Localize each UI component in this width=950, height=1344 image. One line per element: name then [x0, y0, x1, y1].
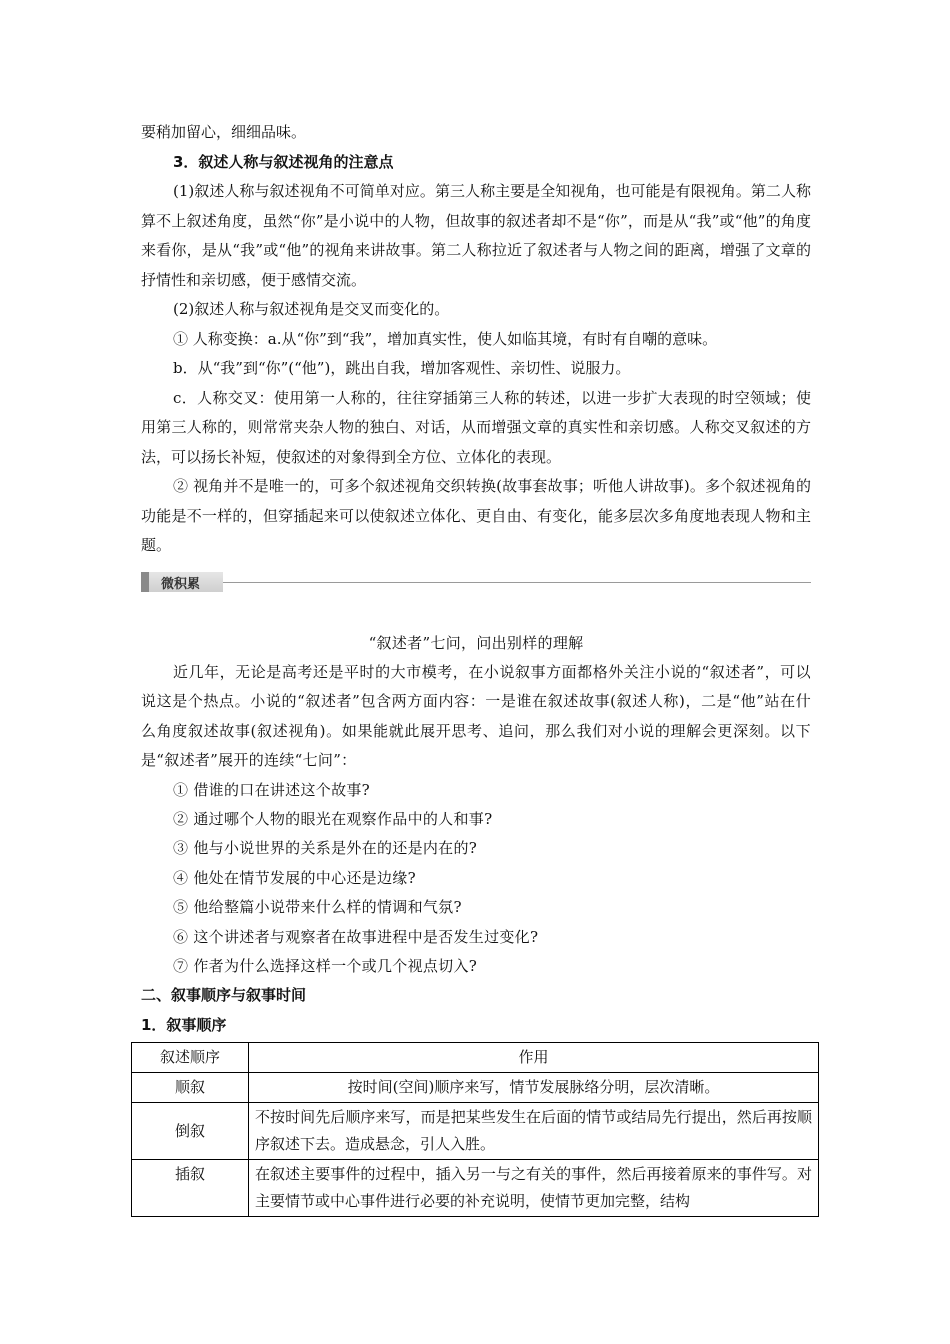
table-cell-effect: 在叙述主要事件的过程中，插入另一与之有关的事件，然后再接着原来的事件写。对主要情节或中心事件进行必要的补充说明，使情节更加完整，结构 [249, 1160, 819, 1217]
table-cell-type: 顺叙 [132, 1073, 249, 1103]
paragraph-1: (1)叙述人称与叙述视角不可简单对应。第三人称主要是全知视角，也可能是有限视角。第二人称算不上叙述角度，虽然“你”是小说中的人物，但故事的叙述者却不是“你”，而是从“我”或“他”的角度来看你，是从“我”或“他”的视角来讲故事。第二人称拉近了叙述者与人物之间的距离，增强了文章的抒情性和亲切感，便于感情交流。 [141, 182, 811, 289]
question-item: ④ 他处在情节发展的中心还是边缘? [173, 868, 416, 887]
table-row [132, 1160, 819, 1217]
table-header-row [132, 1043, 819, 1073]
section3-heading: 3．叙述人称与叙述视角的注意点 [173, 152, 394, 171]
table-row [132, 1103, 819, 1160]
article-title: “叙述者”七问，问出别样的理解 [368, 633, 584, 652]
weijilei-banner [141, 571, 811, 593]
table-cell-type: 插叙 [132, 1160, 249, 1217]
question-item: ⑥ 这个讲述者与观察者在故事进程中是否发生过变化? [173, 927, 539, 946]
paragraph-4: b．从“我”到“你”(“他”)，跳出自我，增加客观性、亲切性、说服力。 [173, 359, 631, 377]
section-two-heading: 二、叙事顺序与叙事时间 [141, 986, 307, 1005]
article-section [141, 629, 811, 982]
paragraph-6: ② 视角并不是唯一的，可多个叙述视角交织转换(故事套故事；听他人讲故事)。多个叙述视角的功能是不一样的，但穿插起来可以使叙述立体化、更自由、有变化，能多层次多角度地表现人物和主题。 [141, 477, 811, 554]
table-cell-effect: 不按时间先后顺序来写，而是把某些发生在后面的情节或结局先行提出，然后再按顺序叙述下去。造成悬念，引人入胜。 [249, 1103, 819, 1160]
question-item: ⑤ 他给整篇小说带来什么样的情调和气氛? [173, 898, 462, 917]
page-content [141, 118, 811, 1217]
question-item: ⑦ 作者为什么选择这样一个或几个视点切入? [173, 956, 478, 975]
question-item: ③ 他与小说世界的关系是外在的还是内在的? [173, 839, 478, 858]
table-cell-type: 倒叙 [132, 1103, 249, 1160]
paragraph-3: ① 人称变换：a.从“你”到“我”，增加真实性，使人如临其境，有时有自嘲的意味。 [173, 329, 718, 348]
table-header-cell: 作用 [249, 1043, 819, 1073]
table-cell-effect: 按时间(空间)顺序来写，情节发展脉络分明，层次清晰。 [249, 1073, 819, 1103]
paragraph-2: (2)叙述人称与叙述视角是交叉而变化的。 [173, 300, 450, 318]
paragraph-5: c．人称交叉：使用第一人称的，往往穿插第三人称的转述，以进一步扩大表现的时空领域；使用第三人称的，则常常夹杂人物的独白、对话，从而增强文章的真实性和亲切感。人称交叉叙述的方法，可以扬长补短，使叙述的对象得到全方位、立体化的表现。 [141, 388, 811, 466]
narrative-order-table [131, 1042, 819, 1217]
question-item: ① 借谁的口在讲述这个故事? [173, 780, 371, 799]
paragraph-intro-tail: 要稍加留心，细细品味。 [141, 123, 307, 141]
subsection-heading: 1．叙事顺序 [141, 1015, 227, 1034]
table-header-cell: 叙述顺序 [132, 1043, 249, 1073]
table-row [132, 1073, 819, 1103]
banner-label: 微积累 [161, 576, 201, 592]
question-item: ② 通过哪个人物的眼光在观察作品中的人和事? [173, 809, 493, 828]
article-intro: 近几年，无论是高考还是平时的大市模考，在小说叙事方面都格外关注小说的“叙述者”，可以说这是个热点。小说的“叙述者”包含两方面内容：一是谁在叙述故事(叙述人称)，二是“他”站在什么角度叙述故事(叙述视角)。如果能就此展开思考、追问，那么我们对小说的理解会更深刻。以下是“叙述者”展开的连续“七问”： [141, 662, 811, 770]
banner-divider [223, 582, 811, 583]
banner-tag-cap [141, 572, 149, 592]
